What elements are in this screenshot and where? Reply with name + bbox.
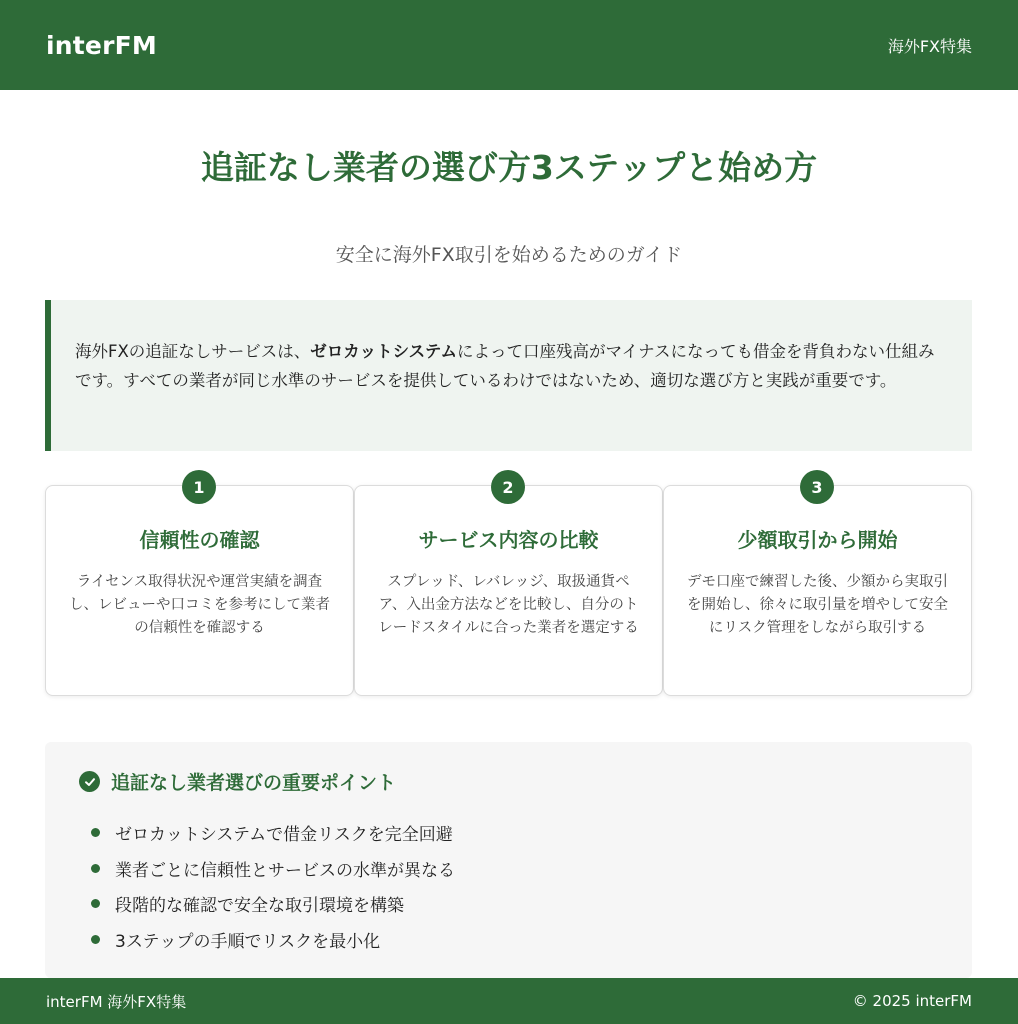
site-footer: [0, 978, 1018, 1024]
step-number-badge: 3: [800, 470, 834, 504]
list-item-text: 業者ごとに信頼性とサービスの水準が異なる: [115, 860, 455, 881]
step-number-badge: 2: [491, 470, 525, 504]
steps-section: [45, 470, 972, 696]
step-title: 信頼性の確認: [139, 528, 260, 552]
step-card-3: [663, 485, 972, 696]
key-points-box: [45, 742, 972, 978]
bullet-icon: [91, 935, 100, 944]
key-points-header: [79, 768, 938, 795]
bullet-icon: [91, 899, 100, 908]
site-logo[interactable]: interFM: [46, 30, 157, 60]
list-item-text: ゼロカットシステムで借金リスクを完全回避: [115, 825, 453, 846]
check-circle-icon: [79, 771, 100, 792]
step-card-1: [45, 485, 354, 696]
step-title: 少額取引から開始: [737, 528, 898, 552]
list-item-text: 3ステップの手順でリスクを最小化: [115, 931, 381, 952]
page-title: 追証なし業者の選び方3ステップと始め方: [200, 148, 818, 187]
intro-text-emphasis: ゼロカットシステム: [310, 342, 457, 361]
list-item: [79, 886, 938, 922]
nav-link-fx-feature[interactable]: 海外FX特集: [887, 36, 972, 56]
step-description: ライセンス取得状況や運営実績を調査し、レビューや口コミを参考にして業者の信頼性を確認する: [69, 574, 330, 636]
list-item: [79, 922, 938, 958]
step-description: デモ口座で練習した後、少額から実取引を開始し、徐々に取引量を増やして安全にリスク管理をしながら取引する: [687, 574, 948, 636]
list-item: [79, 851, 938, 887]
intro-text-start: 海外FXの追証なしサービスは、: [75, 342, 311, 361]
page-subtitle: 安全に海外FX取引を始めるためのガイド: [335, 244, 683, 266]
key-points-title: 追証なし業者選びの重要ポイント: [111, 772, 397, 794]
bullet-icon: [91, 828, 100, 837]
list-item-text: 段階的な確認で安全な取引環境を構築: [115, 896, 404, 917]
site-header: [0, 0, 1018, 90]
step-title: サービス内容の比較: [418, 528, 599, 552]
step-number-badge: 1: [182, 470, 216, 504]
step-description: スプレッド、レバレッジ、取扱通貨ペア、入出金方法などを比較し、自分のトレードスタイルに合った業者を選定する: [378, 574, 639, 636]
intro-callout: [45, 300, 972, 451]
intro-text-end: によって口座残高がマイナスになっても借金を背負わない仕組みです。すべての業者が同じ水準のサービスを提供しているわけではないため、適切な選び方と実践が重要です。: [75, 342, 935, 390]
footer-copyright: © 2025 interFM: [852, 992, 972, 1010]
list-item: [79, 815, 938, 851]
bullet-icon: [91, 864, 100, 873]
step-card-2: [354, 485, 663, 696]
footer-site-name: interFM 海外FX特集: [46, 992, 187, 1011]
